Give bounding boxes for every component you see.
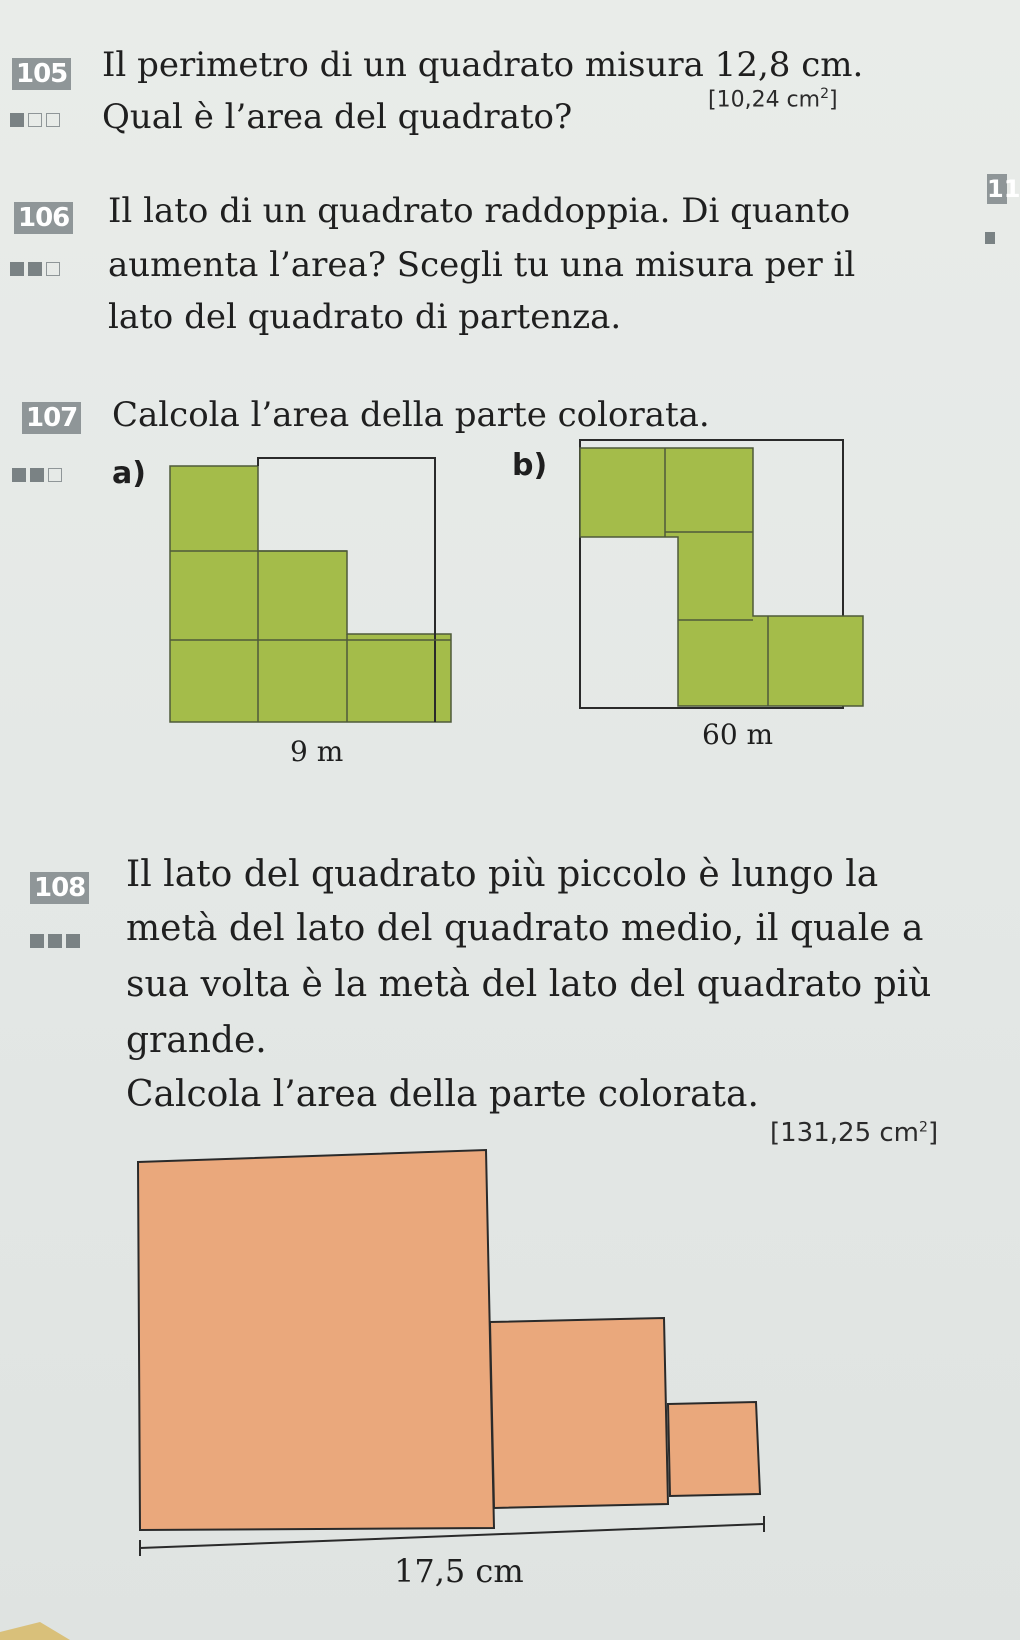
exercise-number-badge: 106: [14, 202, 73, 234]
exercise-text-line: Calcola l’area della parte colorata.: [126, 1074, 759, 1115]
figure-b-dimension: 60 m: [702, 718, 774, 751]
exercise-text-line: Qual è l’area del quadrato?: [102, 97, 573, 137]
exercise-number-badge: 107: [22, 402, 81, 434]
figure-a-dimension: 9 m: [290, 735, 344, 768]
difficulty-indicator: [12, 468, 62, 482]
exercise-text-line: lato del quadrato di partenza.: [108, 297, 622, 337]
exercise-number-badge: 108: [30, 872, 89, 904]
answer-result: [10,24 $cm^2$]: [708, 86, 838, 113]
medium-square: [490, 1318, 668, 1508]
exercise-text-line: Calcola l’area della parte colorata.: [112, 395, 710, 435]
corner-shape: [0, 1600, 80, 1640]
figure-b-colored-region: [580, 448, 863, 706]
large-square: [138, 1150, 494, 1530]
exercise-text-line: sua volta è la metà del lato del quadrato più: [126, 964, 932, 1005]
figure-b-outline: [580, 440, 843, 708]
answer-result: [131,25 $cm^2$]: [770, 1118, 939, 1148]
exercise-number-badge: 105: [12, 58, 71, 90]
next-exercise-badge-fragment: 11: [987, 175, 1020, 203]
difficulty-indicator: [30, 934, 80, 948]
figure-a-colored-region: [170, 466, 451, 722]
dimension-line: [140, 1524, 764, 1548]
exercise-text-line: aumenta l’area? Scegli tu una misura per il: [108, 245, 856, 285]
figure-a-label: a): [112, 456, 146, 491]
figure-108-dimension: 17,5 cm: [394, 1552, 524, 1590]
exercise-text-line: Il perimetro di un quadrato misura 12,8 cm.: [102, 45, 864, 85]
difficulty-indicator: [10, 113, 60, 127]
figure-b-label: b): [512, 448, 548, 483]
difficulty-indicator: [10, 262, 60, 276]
exercise-text-line: Il lato di un quadrato raddoppia. Di quanto: [108, 191, 851, 231]
difficulty-indicator-fragment: [985, 232, 995, 244]
figure-a-outline: [258, 458, 435, 722]
exercise-text-line: grande.: [126, 1020, 267, 1061]
small-square: [668, 1402, 760, 1496]
exercise-text-line: Il lato del quadrato più piccolo è lungo la: [126, 854, 879, 895]
exercise-text-line: metà del lato del quadrato medio, il quale a: [126, 908, 924, 949]
